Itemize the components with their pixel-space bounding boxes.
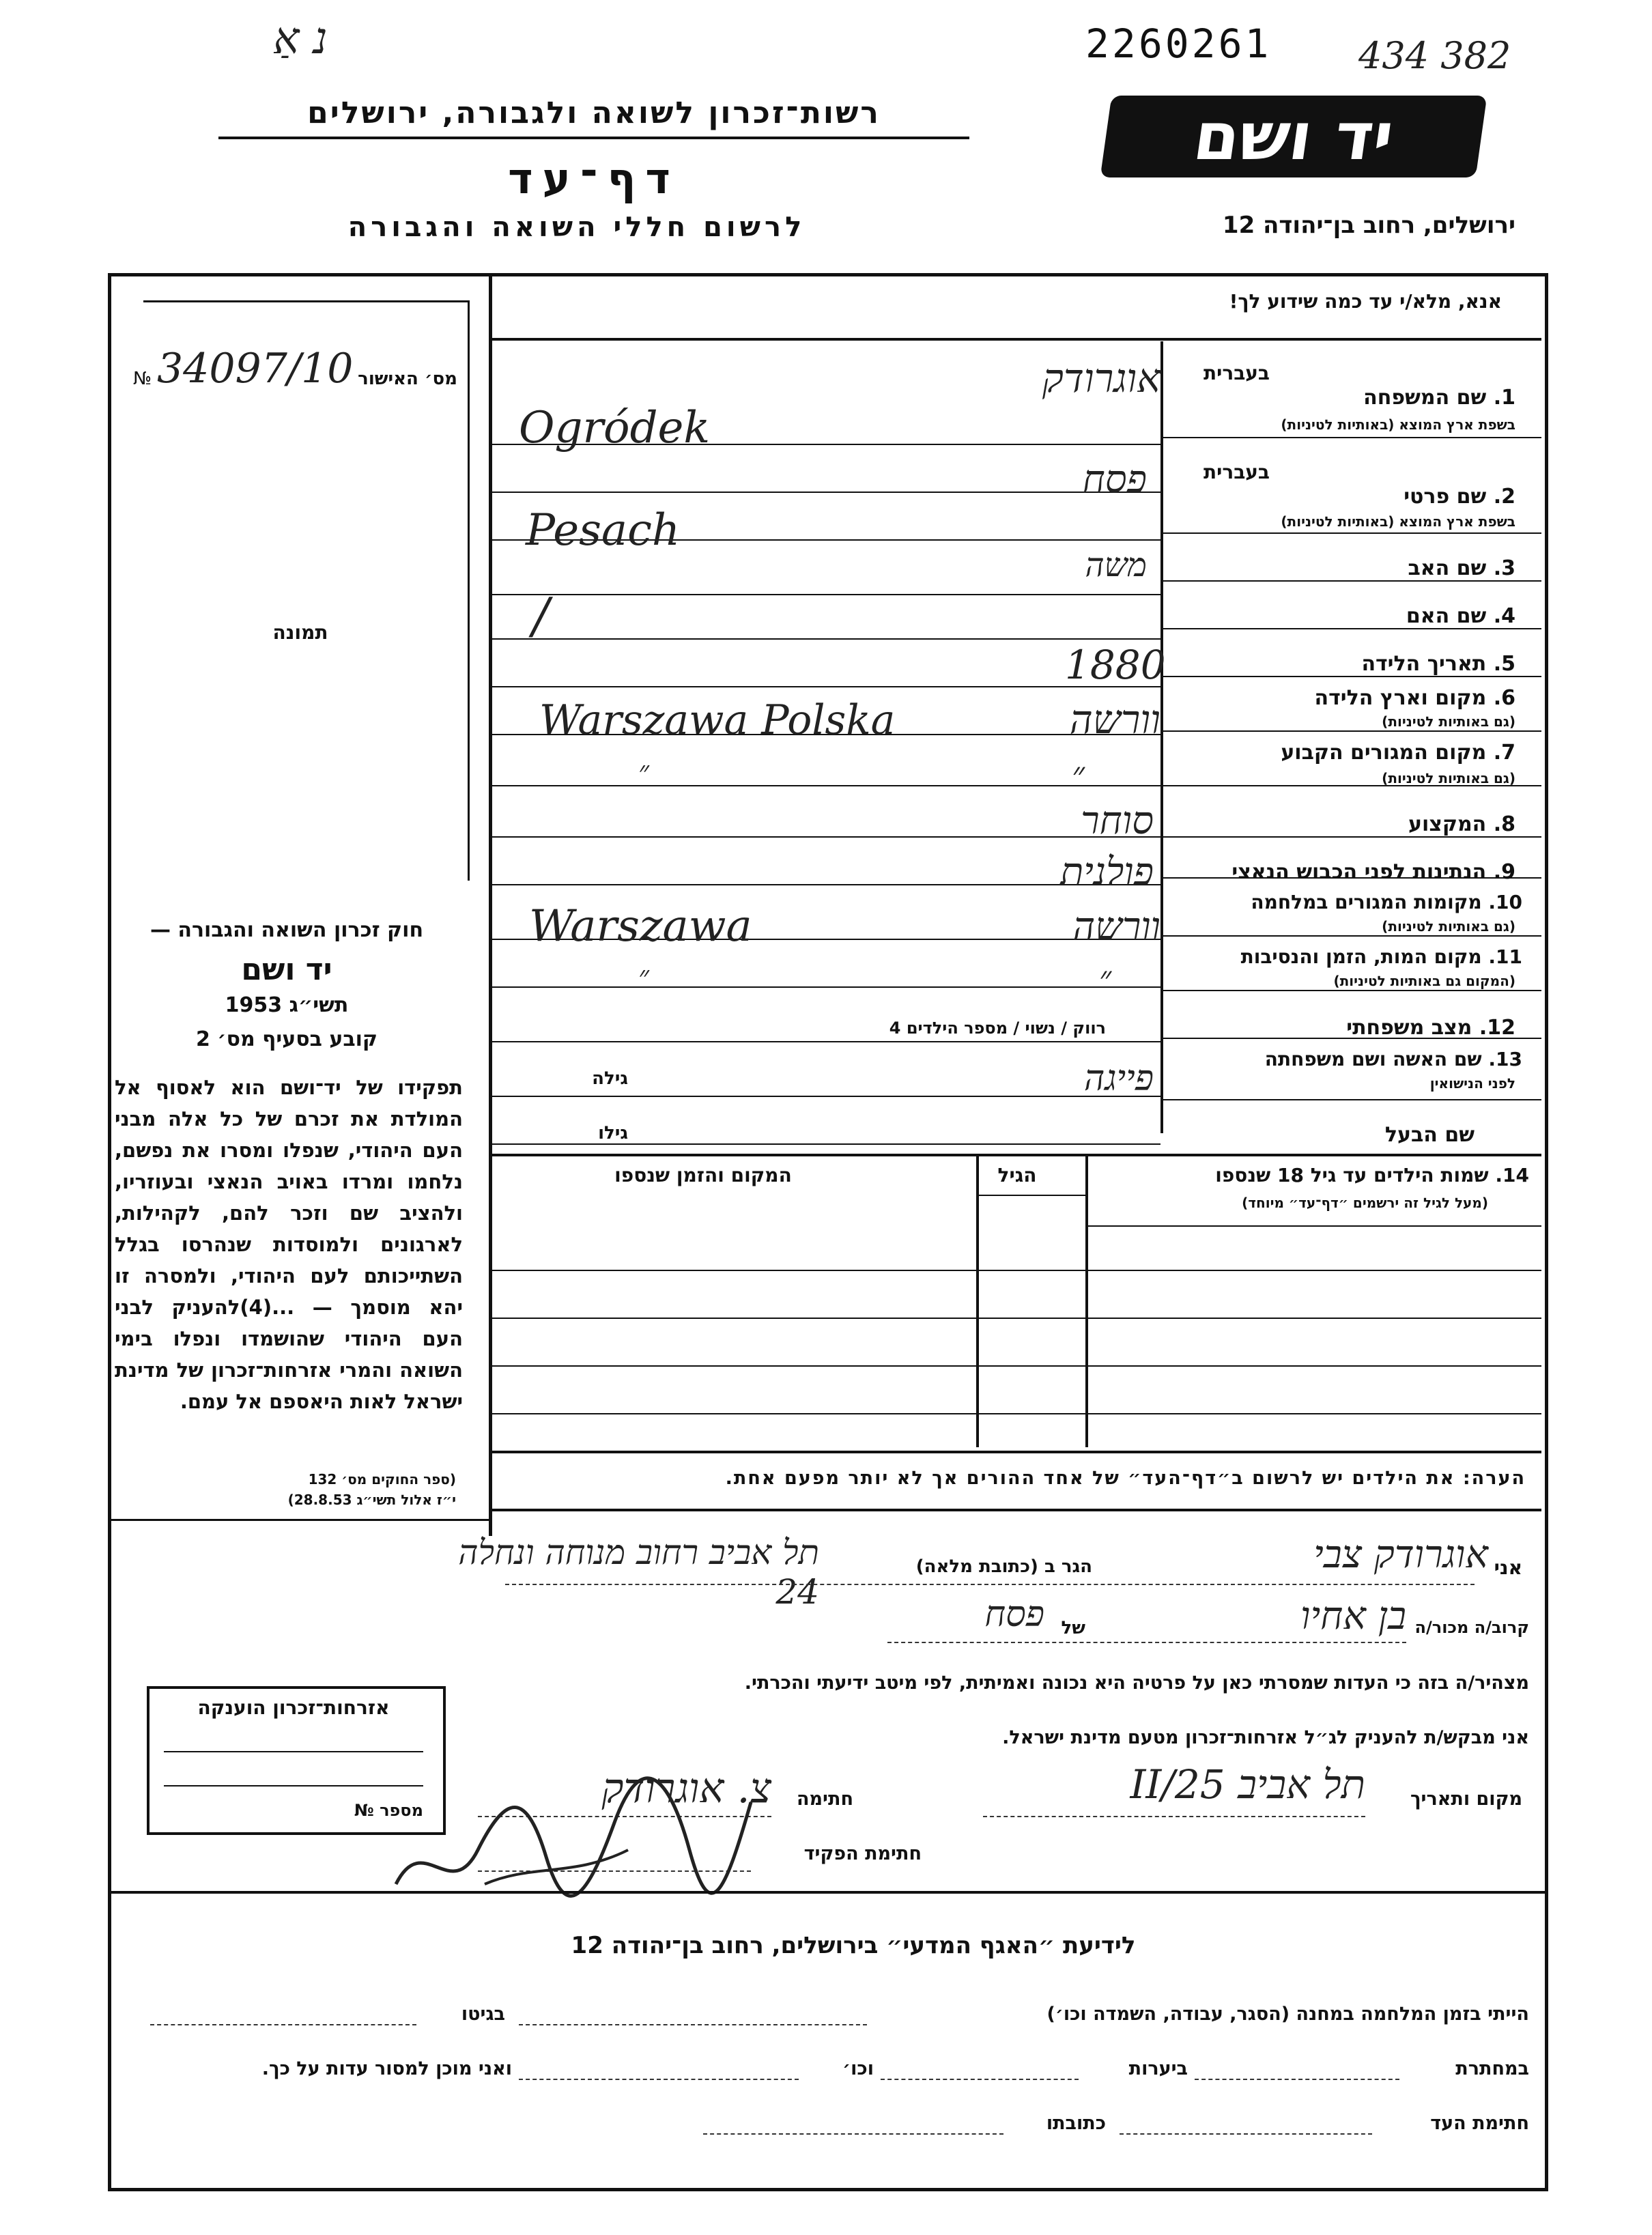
law-clause: קובע בסעיף מס׳ 2 [195, 1027, 378, 1051]
footer-address-blank [703, 2133, 1003, 2135]
field-2-latin: Pesach [526, 505, 681, 556]
footer-underground-blank [1195, 2079, 1399, 2080]
signature-value: צ. אוגרודק [601, 1765, 771, 1812]
field-13-sublabel: לפני הנישואין [1429, 1075, 1515, 1092]
law-ref-1: (ספר החוקים מס׳ 132 [308, 1471, 456, 1487]
label-row-line [1163, 532, 1541, 534]
value-row-line [492, 1041, 1160, 1042]
corner-mark: נ אַ [273, 14, 328, 64]
law-text: תפקידו של יד־ושם הוא לאסוף אל המולדת את זכרם של כל אלה מבני העם היהודי, שנפלו ומסרו את נפשם, נלחמו ומרדו באויב הנאצי ובעוזריו, ולהציב שם וזכר להם, לקהילות, לארגונים ולמוסדות שנהרסו בגלל השתייכותם לעם היהודי, ולמסרה זו יהא מוסמך — ...(4)להעניק לבני העם היהודי שהושמדו ונפלו בימי השואה והמרי אזרחות־זכרון של מדינת ישראל לאות היאספם אל עמם. [115, 1076, 463, 1413]
footer-underground-label: במחתרת [1455, 2058, 1529, 2079]
note: הערה: את הילדים יש לרשום ב״דף־העד״ של אחד ההורים אך לא יותר מפעם אחת. [725, 1468, 1526, 1489]
field-2-hebrew-tag: בעברית [1203, 461, 1270, 483]
footer-witness-signature-blank [1120, 2133, 1372, 2135]
field-13-value: פייגה [1083, 1058, 1154, 1099]
children-col-age-left [976, 1154, 979, 1447]
field-1-sublabel: בשפת ארץ המוצא (באותיות לטיניות) [1281, 416, 1515, 433]
children-row-line [492, 1270, 1541, 1271]
field-10-hebrew: וורשה [1072, 905, 1160, 949]
field-5-label: 5. תאריך הלידה [1361, 652, 1515, 676]
field-1-hebrew: אוגרודק [1042, 355, 1160, 401]
left-column-divider [489, 273, 492, 1536]
law-title-yad-vashem: יד ושם [241, 952, 332, 987]
clerk-signature-label: חתימת הפקיד [803, 1843, 922, 1864]
children-row-line [492, 1318, 1541, 1319]
value-row-line [492, 1143, 1160, 1145]
children-place-header: המקום והזמן שנספו [614, 1164, 792, 1186]
footer-ghetto-label: בגיטו [461, 2004, 505, 2025]
approval-number: 34097/10 [157, 345, 354, 393]
authority-underline [218, 137, 969, 139]
field-4-value: / [532, 587, 550, 644]
certificate-line-1 [164, 1751, 423, 1752]
field-7-sublabel: (גם באותיות לטיניות) [1382, 770, 1515, 786]
authority-name: רשות־זכרון לשואה ולגבורה, ירושלים [307, 96, 881, 130]
label-row-line [1163, 580, 1541, 582]
children-header-line-right [1088, 1225, 1541, 1227]
approval-label: מס׳ האישור [358, 369, 457, 389]
footer-line1-blank [519, 2024, 867, 2025]
field-3-label: 3. שם האב [1408, 556, 1515, 580]
top-note-divider [492, 338, 1541, 341]
field-10-sublabel: (גם באותיות לטיניות) [1382, 918, 1515, 935]
field-3-value: משה [1085, 546, 1147, 584]
field-12-value: רווק / נשוי / מספר הילדים 4 [889, 1019, 1106, 1038]
relation-line [887, 1642, 1406, 1643]
field-13-label: 13. שם האשה ושם משפחתה [1264, 1048, 1522, 1070]
field-11-hebrew: ״ [1099, 959, 1112, 997]
relation-of-label: של [1061, 1618, 1085, 1638]
label-row-line [1163, 730, 1541, 732]
value-row-line [492, 686, 1160, 687]
declarant-line [505, 1584, 1475, 1585]
footer-line1-text: הייתי בזמן המלחמה במחנה (הסגר, עבודה, השמדה וכו׳) [1046, 2004, 1529, 2025]
photo-box-top [143, 300, 468, 302]
footer-ghetto-blank [150, 2024, 416, 2025]
field-10-latin: Warszawa [529, 901, 752, 952]
declarant-address: תל אביב רחוב מנוחה ונחלה 24 [458, 1533, 819, 1612]
top-note: אנא, מלא/י עד כמה שידוע לך! [1229, 290, 1502, 313]
field-6-latin: Warszawa Polska [539, 696, 896, 744]
footer-forest-label: ביערות [1128, 2058, 1188, 2079]
children-sublabel: (מעל לגיל זה ירשמים ״דף־עד״ מיוחד) [1242, 1195, 1488, 1211]
request: אני מבקש/ת להעניק לג״ל אזרחות־זכרון מטעם מדינת ישראל. [1002, 1727, 1529, 1748]
footer-address-label: כתובתו [1046, 2113, 1106, 2134]
place-date-label: מקום ותאריך [1410, 1789, 1522, 1810]
relation-value: בן אחיו [1300, 1594, 1406, 1638]
footer-forest-blank [881, 2079, 1079, 2080]
field-11-latin: ״ [638, 959, 649, 993]
label-row-line [1163, 1099, 1541, 1100]
relation-of-name: פסח [984, 1594, 1044, 1635]
children-label: 14. שמות הילדים עד גיל 18 שנספו [1215, 1164, 1529, 1186]
law-title: חוק זכרון השואה והגבורה — [149, 918, 424, 942]
value-row-line [492, 785, 1160, 786]
field-1-hebrew-tag: בעברית [1203, 362, 1270, 384]
value-row-line [492, 638, 1160, 640]
declaration: מצהיר/ה בזה כי העדות שמסרתי כאן על פרטיה היא נכונה ואמיתית, לפי מיטב ידיעתי והכרתי. [744, 1672, 1529, 1694]
note-bottom-line [492, 1509, 1541, 1511]
relation-label: קרוב/ה מכור/ה [1414, 1618, 1529, 1637]
field-1-label: 1. שם המשפחה [1363, 386, 1515, 410]
address-label: הגר ב (כתובת מלאה) [915, 1556, 1092, 1577]
certificate-line-2 [164, 1785, 423, 1786]
children-top-line [492, 1154, 1541, 1156]
certificate-number-label: מספר № [354, 1801, 423, 1820]
label-row-line [1163, 676, 1541, 677]
labels-column-divider [1160, 341, 1163, 1133]
field-7-label: 7. מקום המגורים הקבוע [1281, 741, 1515, 765]
serial-number: 2260261 [1085, 20, 1272, 67]
field-10-label: 10. מקומות המגורים במלחמה [1251, 891, 1522, 913]
declarant-name: אוגרודק צבי [1313, 1533, 1488, 1577]
field-6-hebrew: וורשה [1069, 696, 1160, 743]
husband-age-label: גילו [598, 1123, 628, 1143]
children-header-line [979, 1195, 1085, 1196]
footer-divider [108, 1891, 1545, 1894]
yad-vashem-logo: יד ושם [1100, 96, 1487, 177]
form-subtitle: לרשום חללי השואה והגבורה [347, 212, 806, 243]
children-row-line [492, 1365, 1541, 1367]
certificate-title: אזרחות־זכרון הוענקה [197, 1696, 390, 1719]
law-box-bottom [111, 1519, 489, 1521]
archive-number: 434 382 [1358, 34, 1511, 77]
declarant-prefix: אני [1494, 1556, 1522, 1579]
field-2-hebrew: פסח [1082, 457, 1147, 502]
children-row-line [492, 1413, 1541, 1414]
approval-suffix: № [133, 369, 152, 389]
field-6-sublabel: (גם באותיות לטיניות) [1382, 713, 1515, 730]
value-row-line [492, 594, 1160, 595]
label-row-line [1163, 990, 1541, 991]
photo-label: תמונה [272, 621, 328, 644]
photo-box-right [468, 300, 470, 881]
law-year: תשי״ג 1953 [225, 993, 349, 1017]
field-8-label: 8. המקצוע [1408, 812, 1515, 836]
husband-label: שם הבעל [1384, 1123, 1475, 1147]
label-row-line [1163, 437, 1541, 438]
footer-etc-blank [519, 2079, 799, 2080]
children-col-age-right [1085, 1154, 1088, 1447]
field-13-age-label: גילה [592, 1068, 628, 1089]
field-12-label: 12. מצב משפחתי [1346, 1016, 1515, 1040]
field-7-latin: ״ [638, 754, 649, 788]
field-11-sublabel: (המקום גם באותיות לטיניות) [1333, 973, 1515, 989]
field-4-label: 4. שם האם [1406, 604, 1515, 628]
place-date-line [983, 1816, 1365, 1817]
label-row-line [1163, 628, 1541, 629]
field-1-latin: Ogródek [519, 403, 711, 453]
field-9-value: פולנית [1060, 850, 1154, 894]
footer-witness-signature-label: חתימת העד [1430, 2113, 1529, 2134]
field-8-value: סוחר [1081, 799, 1154, 843]
value-row-line [492, 986, 1160, 988]
signature-label: חתימה [796, 1789, 853, 1810]
label-row-line [1163, 935, 1541, 937]
field-2-sublabel: בשפת ארץ המוצא (באותיות לטיניות) [1281, 513, 1515, 530]
footer-title: לידיעת ״האגף המדעי״ בירושלים, רחוב בן־יהודה 12 [571, 1932, 1136, 1959]
field-5-value: 1880 [1065, 642, 1166, 688]
children-age-header: הגיל [997, 1164, 1037, 1186]
field-6-label: 6. מקום וארץ הלידה [1314, 686, 1515, 710]
address: ירושלים, רחוב בן־יהודה 12 [1222, 212, 1515, 239]
law-ref-2: י״ז אלול תשי״ג 28.8.53) [287, 1492, 456, 1508]
field-9-label: 9. הנתינות לפני הכבוש הנאצי [1231, 860, 1515, 884]
form-title: דף־עד [508, 154, 680, 203]
note-top-line [492, 1451, 1541, 1453]
field-7-hebrew: ״ [1072, 754, 1085, 794]
place-date-value: תל אביב 25/II [1130, 1761, 1365, 1808]
footer-willing: ואני מוכן למסור עדות על כך. [261, 2058, 512, 2079]
label-row-line [1163, 836, 1541, 838]
field-2-label: 2. שם פרטי [1404, 485, 1515, 509]
field-11-label: 11. מקום המות, הזמן והנסיבות [1240, 945, 1522, 968]
footer-etc-label: וכו׳ [842, 2058, 874, 2079]
